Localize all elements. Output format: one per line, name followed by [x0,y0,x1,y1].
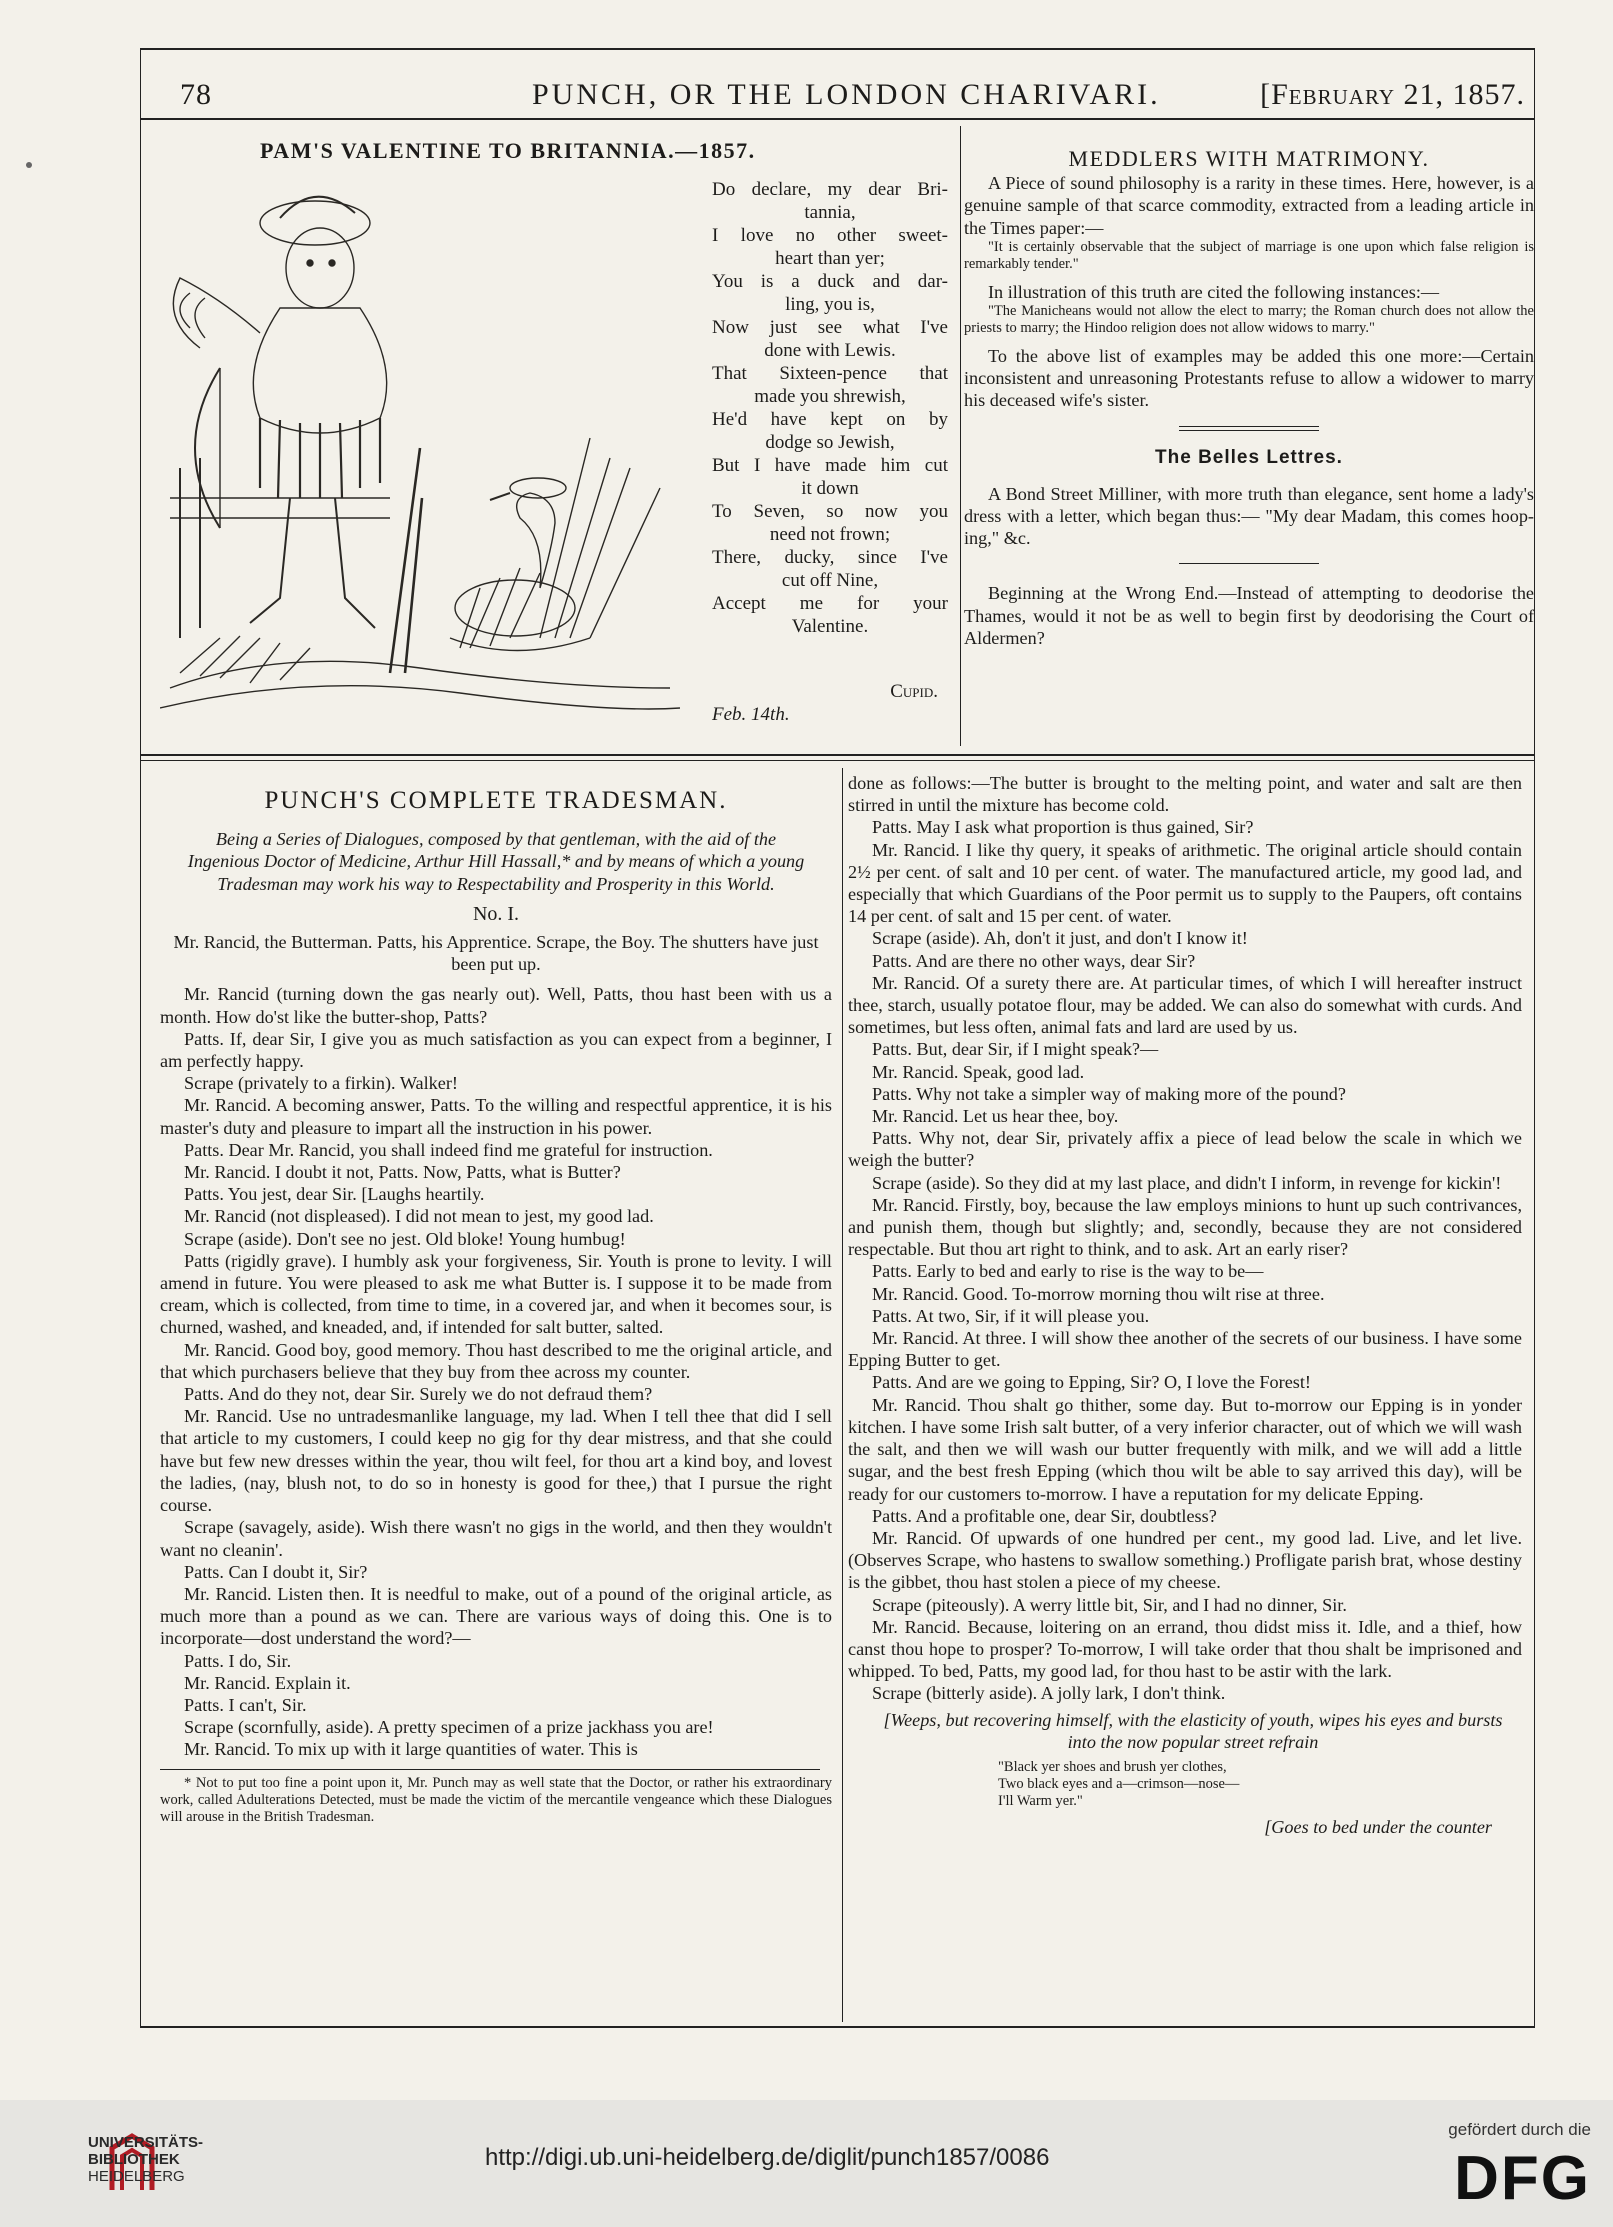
masthead [160,72,1525,116]
tradesman-footnote: * Not to put too fine a point upon it, Mr. Punch may as well state that the Doctor, or rather his extraordinary work, called Adulterations Detected, must be made the victim of the mercantile vengeance which these Dialogues will arouse in the British Tradesman. [160,1774,832,1825]
dialogue-line: Patts. And are we going to Epping, Sir? O, I love the Forest! [872,1372,1311,1393]
dfg-logo: DFG [1454,2144,1591,2213]
tradesman-right-column [848,772,1522,1838]
dialogue-line: Mr. Rancid. Thou shalt go thither, some day. But to-morrow our Epping is in yonder kitchen. I have some Irish salt butter, of a very inferior character, out of which we will wash the salt, and then we will wash our butter frequently with milk, and we will add a little sugar, and the best fresh Epping (which thou wilt be able to say arrived this day), will be ready for our customers to-morrow. I have a reputation for my delicate Epping. [848,1394,1522,1504]
divider-rule [1179,430,1319,431]
digitization-footer [0,2100,1613,2227]
dialogue-line: Mr. Rancid. Listen then. It is needful to make, out of a pound of the original article, as much more than a pound as we can. There are various ways of doing this. One is to incorporate—dost understand the word?— [160,1583,832,1649]
dialogue-line: Patts. Early to bed and early to rise is the way to be— [872,1261,1264,1282]
library-name [88,2134,203,2185]
meddlers-title: MEDDLERS WITH MATRIMONY. [1068,146,1430,171]
dialogue-line: Scrape (scornfully, aside). A pretty specimen of a prize jackhass you are! [184,1717,714,1738]
meddlers-quote-1: "It is certainly observable that the subject of marriage is one upon which false religion is remarkably tender." [964,238,1534,272]
tradesman-dialogue-left [160,983,832,1760]
valentine-signature: Cupid. [890,681,938,702]
verse-line: Now just see what I've [712,317,948,338]
dialogue-line: Scrape (savagely, aside). Wish there wasn't no gigs in the world, and then they wouldn't want no cleanin'. [160,1517,832,1560]
right-border-rule [1534,48,1535,2028]
dialogue-line: done as follows:—The butter is brought to the melting point, and water and salt are then stirred in until the mixture has become cold. [848,773,1522,816]
verse-line-cont: tannia, [804,202,856,223]
dialogue-line: Patts. And a profitable one, dear Sir, doubtless? [872,1505,1217,1526]
tradesman-exit: [Goes to bed under the counter [1264,1816,1492,1837]
verse-line-cont: ling, you is, [785,294,875,315]
dialogue-line: Patts. But, dear Sir, if I might speak?— [872,1039,1159,1060]
dialogue-line: Patts. I do, Sir. [184,1650,292,1671]
valentine-title-block [160,140,960,162]
cupid-illustration [160,168,680,736]
verse-line: That Sixteen-pence that [712,363,948,384]
bottom-border-rule [140,2026,1535,2028]
verse-line-cont: made you shrewish, [754,386,906,407]
section-divider-1 [140,754,1535,756]
dialogue-line: Mr. Rancid. I doubt it not, Patts. Now, Patts, what is Butter? [184,1162,621,1183]
dialogue-line: Mr. Rancid. Because, loitering on an errand, thou didst miss it. Idle, and a thief, how canst thou hope to prosper? To-morrow, I will take order that thou shalt be imprisoned and whipped. To bed, Patts, my good lad, for thou hast to be astir with the lark. [848,1616,1522,1682]
publication-title: PUNCH, OR THE LONDON CHARIVARI. [532,78,1161,111]
library-line-2: BIBLIOTHEK [88,2151,180,2168]
dialogue-line: Patts. You jest, dear Sir. [Laughs heartily. [184,1184,485,1205]
section-divider-2 [140,760,1535,761]
funding-caption: gefördert durch die [1448,2120,1591,2139]
dialogue-line: Mr. Rancid. At three. I will show thee another of the secrets of our business. I have some Epping Butter to get. [848,1328,1522,1371]
tradesman-title: PUNCH'S COMPLETE TRADESMAN. [264,787,728,814]
beginning-para: Beginning at the Wrong End.—Instead of attempting to deodorise the Thames, would it not be as well to begin first by deodorising the Court of Aldermen? [964,583,1534,648]
tradesman-song [848,1759,1522,1810]
dialogue-line: Mr. Rancid. Good. To-morrow morning thou wilt rise at three. [872,1283,1325,1304]
library-line-1: UNIVERSITÄTS- [88,2134,204,2151]
dialogue-line: Scrape (aside). Don't see no jest. Old bloke! Young humbug! [184,1228,626,1249]
verse-line-cont: heart than yer; [775,248,885,269]
issue-date: [February 21, 1857. [1260,78,1525,111]
tradesman-dialogue-right [848,772,1522,1705]
dialogue-line: Mr. Rancid. To mix up with it large quantities of water. This is [184,1739,638,1760]
dialogue-line: Scrape (aside). Ah, don't it just, and don't I know it! [872,928,1248,949]
dialogue-line: Mr. Rancid. Of a surety there are. At particular times, of which I will hereafter instruct thee, starch, usually potatoe flour, may be added. We can also do somewhat with curds. And sometimes, but less often, animal fats and lard are used by us. [848,972,1522,1038]
dialogue-line: Scrape (privately to a firkin). Walker! [184,1073,458,1094]
meddlers-article [964,148,1534,649]
valentine-signature-block [712,680,948,726]
divider-rule [1179,426,1319,427]
dialogue-line: Patts. Why not take a simpler way of making more of the pound? [872,1083,1346,1104]
dialogue-line: Mr. Rancid. Use no untradesmanlike language, my lad. When I tell thee that did I sell that article to my customers, I could keep no gig for thy dear mistress, and that she could have but few new dresses within the year, thou wilt feel, for thou art a kind boy, and lovest the ladies, (nay, blush not, to do so in honesty is good for thee,) that I pursue the right course. [160,1406,832,1516]
dialogue-line: Scrape (piteously). A werry little bit, Sir, and I had no dinner, Sir. [872,1594,1347,1615]
dialogue-line: Patts. And are there no other ways, dear Sir? [872,950,1196,971]
dialogue-line: Mr. Rancid. A becoming answer, Patts. To the willing and respectful apprentice, it is his master's duty and pleasure to impart all the instruction in his power. [160,1095,832,1138]
footnote-rule [160,1769,820,1770]
belles-para: A Bond Street Milliner, with more truth than elegance, sent home a lady's dress with a letter, which began thus:— "My dear Madam, this comes hoop-ing," &c. [964,483,1534,549]
page-number: 78 [180,78,212,111]
dialogue-line: Patts. And do they not, dear Sir. Surely we do not defraud them? [184,1384,653,1405]
meddlers-para-3: To the above list of examples may be added this one more:—Certain inconsistent and unreasoning Protestants refuse to allow a widower to marry his deceased wife's sister. [964,346,1534,411]
divider-rule [1179,563,1319,564]
valentine-date: Feb. 14th. [712,704,790,725]
verse-line-cont: done with Lewis. [764,340,896,361]
dialogue-line: Mr. Rancid. Explain it. [184,1672,351,1693]
verse-line: Accept me for your [712,593,948,614]
meddlers-quote-2: "The Manicheans would not allow the elect to marry; the Roman church does not allow the priests to marry; the Hindoo religion does not allow widows to marry." [964,303,1534,337]
tradesman-number: No. I. [472,902,520,925]
dialogue-line: Patts. Dear Mr. Rancid, you shall indeed find me grateful for instruction. [184,1139,713,1160]
dialogue-line: Scrape (aside). So they did at my last place, and didn't I inform, in revenge for kickin'! [872,1172,1502,1193]
verse-line-cont: Valentine. [791,616,869,637]
valentine-title: PAM'S VALENTINE TO BRITANNIA.—1857. [260,138,756,163]
margin-dot [26,162,32,168]
dialogue-line: Mr. Rancid. Speak, good lad. [872,1061,1085,1082]
dialogue-line: Mr. Rancid (not displeased). I did not mean to jest, my good lad. [184,1206,654,1227]
song-line: Two black eyes and a—crimson—nose— [998,1775,1240,1792]
dialogue-line: Patts. Can I doubt it, Sir? [184,1561,368,1582]
verse-line: I love no other sweet- [712,225,948,246]
dialogue-line: Patts. If, dear Sir, I give you as much satisfaction as you can expect from a beginner, I am perfectly happy. [160,1028,832,1072]
verse-line: There, ducky, since I've [712,547,948,568]
song-line: I'll Warm yer." [998,1792,1083,1809]
verse-line: But I have made him cut [712,455,948,476]
verse-line-cont: need not frown; [769,524,891,545]
verse-line-cont: it down [801,478,859,499]
tradesman-stage-direction: [Weeps, but recovering himself, with the elasticity of youth, wipes his eyes and bursts into the now popular street refrain [883,1709,1503,1752]
library-line-3: HEIDELBERG [88,2168,185,2185]
verse-line-cont: dodge so Jewish, [765,432,895,453]
tradesman-subtitle: Being a Series of Dialogues, composed by that gentleman, with the aid of the Ingenious Doctor of Medicine, Arthur Hill Hassall,* and by means of which a young Tradesman may work his way to Respectability and Prosperity in this World. [187,829,805,894]
dialogue-line: Mr. Rancid (turning down the gas nearly out). Well, Patts, thou hast been with us a month. How do'st like the butter-shop, Patts? [160,984,832,1027]
verse-line: To Seven, so now you [712,501,948,522]
dialogue-line: Patts. I can't, Sir. [184,1694,307,1715]
bottom-column-divider [842,768,843,2022]
top-border-rule [140,48,1535,50]
meddlers-para-2: In illustration of this truth are cited the following instances:— [988,281,1440,302]
dialogue-line: Patts. Why not, dear Sir, privately affix a piece of lead below the scale in which we weigh the butter? [848,1128,1522,1171]
dialogue-line: Mr. Rancid. I like thy query, it speaks of arithmetic. The original article should contain 2½ per cent. of salt and 10 per cent. of water. The manufactured article, my good lad, and especially that which Guardians of the Poor permit us to supply to the Paupers, oft contains 14 per cent. of salt and 15 per cent. of water. [848,839,1522,927]
meddlers-para-1: A Piece of sound philosophy is a rarity in these times. Here, however, is a genuine sample of that scarce commodity, extracted from a leading article in the Times paper:— [964,173,1534,238]
dialogue-line: Patts. May I ask what proportion is thus gained, Sir? [872,817,1254,838]
dialogue-line: Mr. Rancid. Firstly, boy, because the law employs minions to hunt up such contrivances, and punish them, though but slightly; and, secondly, because they are not considered respectable. But thou art right to think, and to ask. Art an early riser? [848,1194,1522,1260]
source-url-link[interactable]: http://digi.ub.uni-heidelberg.de/diglit/punch1857/0086 [485,2144,1050,2171]
valentine-verse [712,178,948,638]
left-border-rule [140,48,141,2028]
verse-line: He'd have kept on by [712,409,948,430]
tradesman-cast: Mr. Rancid, the Butterman. Patts, his Apprentice. Scrape, the Boy. The shutters have just been put up. [173,932,819,975]
song-line: "Black yer shoes and brush yer clothes, [998,1758,1227,1775]
belles-title: The Belles Lettres. [1155,446,1343,468]
verse-line-cont: cut off Nine, [781,570,879,591]
tradesman-left-column [160,787,832,1826]
dialogue-line: Mr. Rancid. Good boy, good memory. Thou hast described to me the original article, and that which purchasers believe that they buy from thee across my counter. [160,1339,832,1382]
dialogue-line: Patts. At two, Sir, if it will please you. [872,1305,1150,1326]
top-column-divider [960,126,961,746]
dialogue-line: Mr. Rancid. Let us hear thee, boy. [872,1106,1119,1127]
dialogue-line: Scrape (bitterly aside). A jolly lark, I don't think. [872,1683,1226,1704]
dialogue-line: Mr. Rancid. Of upwards of one hundred per cent., my good lad. Live, and let live. (Observes Scrape, who hastens to swallow something.) Profligate parish brat, whose destiny is the gibbet, thou hast stolen a piece of my cheese. [848,1527,1522,1593]
dialogue-line: Patts (rigidly grave). I humbly ask your forgiveness, Sir. Youth is prone to levity. I will amend in future. You were pleased to ask me what Butter is. I suppose it to be made from cream, which is collected, from time to time, in a covered jar, and when it becomes sour, is churned, washed, and kneaded, and, if intended for salt butter, salted. [160,1250,832,1338]
header-rule [140,118,1535,120]
verse-line: Do declare, my dear Bri- [712,179,948,200]
verse-line: You is a duck and dar- [712,271,948,292]
